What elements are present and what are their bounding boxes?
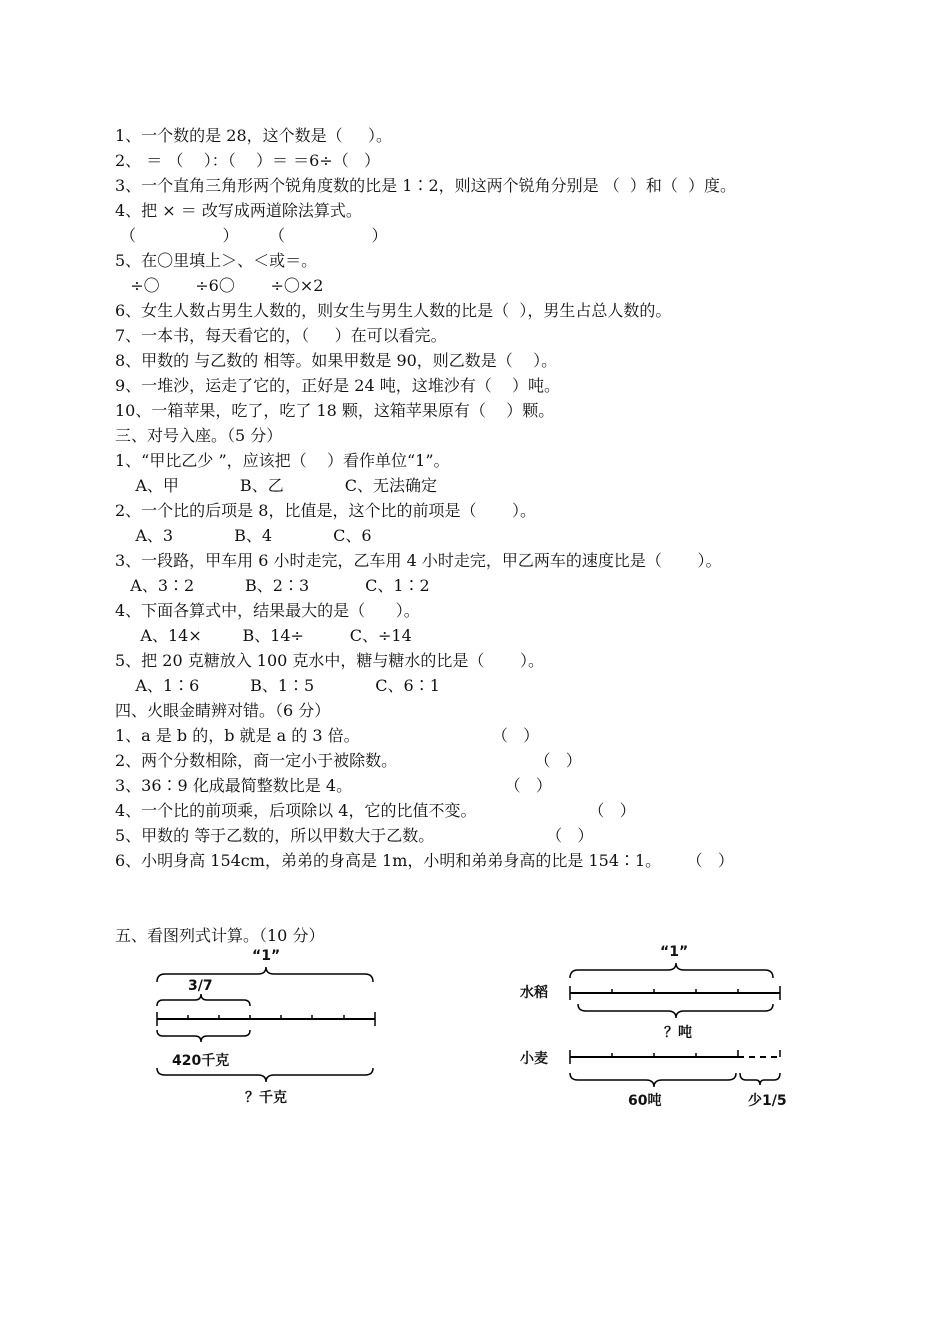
section-4-heading: 四、火眼金睛辨对错。（6 分） bbox=[115, 701, 331, 720]
section-5-heading: 五、看图列式计算。（10 分） bbox=[115, 926, 325, 945]
question-2-6: 6、女生人数占男生人数的，则女生与男生人数的比是（ ），男生占总人数的。 bbox=[115, 301, 672, 320]
fig2-wheat-brace bbox=[570, 1073, 736, 1087]
question-3-3-options: A、3∶2 B、2∶3 C、1∶2 bbox=[115, 576, 430, 595]
fig2-wheat-less: 少1/5 bbox=[748, 1093, 787, 1109]
fig2-rice-question: ？吨 bbox=[664, 1025, 692, 1041]
question-2-8: 8、甲数的 与乙数的 相等。如果甲数是 90，则乙数是（ ）。 bbox=[115, 351, 558, 370]
fig2-unit-brace bbox=[570, 963, 773, 978]
question-4-6: 6、小明身高 154cm，弟弟的身高是 1m，小明和弟弟身高的比是 154∶1。 （ ） bbox=[115, 851, 734, 870]
question-4-5: 5、甲数的 等于乙数的，所以甲数大于乙数。 （ ） bbox=[115, 826, 594, 845]
fig2-wheat-label: 小麦 bbox=[520, 1051, 548, 1067]
fig2-rice-label: 水稻 bbox=[520, 985, 548, 1001]
fig2-wheat-amount: 60吨 bbox=[628, 1093, 662, 1109]
question-3-1-options: A、甲 B、乙 C、无法确定 bbox=[115, 476, 437, 495]
question-2-10: 10、一箱苹果，吃了，吃了 18 颗，这箱苹果原有（ ）颗。 bbox=[115, 401, 555, 420]
question-2-4: 4、把 × ＝ 改写成两道除法算式。 bbox=[115, 201, 362, 220]
question-3-3: 3、一段路，甲车用 6 小时走完，乙车用 4 小时走完，甲乙两车的速度比是（ ）。 bbox=[115, 551, 722, 570]
question-2-2: 2、 ＝ （ ）：（ ）＝ ＝6÷（ ） bbox=[115, 151, 380, 170]
question-4-1: 1、a 是 b 的，b 就是 a 的 3 倍。 （ ） bbox=[115, 726, 540, 745]
question-3-2: 2、一个比的后项是 8，比值是，这个比的前项是（ ）。 bbox=[115, 501, 537, 520]
question-4-3: 3、36∶9 化成最简整数比是 4。 （ ） bbox=[115, 776, 552, 795]
fig1-question-label: ？千克 bbox=[245, 1090, 287, 1106]
question-4-4: 4、一个比的前项乘，后项除以 4，它的比值不变。 （ ） bbox=[115, 801, 636, 820]
question-2-5-items: ÷〇 ÷6〇 ÷〇×2 bbox=[115, 276, 324, 295]
question-2-1: 1、一个数的是 28，这个数是（ ）。 bbox=[115, 126, 393, 145]
fig1-fraction-label: 3/7 bbox=[188, 978, 213, 994]
fig1-amount-label: 420千克 bbox=[172, 1053, 230, 1069]
question-3-1: 1、“甲比乙少 ”，应该把（ ）看作单位“1”。 bbox=[115, 451, 450, 470]
fig2-rice-brace bbox=[578, 1004, 773, 1018]
section-3-heading: 三、对号入座。（5 分） bbox=[115, 426, 283, 445]
question-2-9: 9、一堆沙，运走了它的，正好是 24 吨，这堆沙有（ ）吨。 bbox=[115, 376, 561, 395]
question-3-4-options: A、14× B、14÷ C、÷14 bbox=[115, 626, 412, 645]
question-2-7: 7、一本书，每天看它的，（ ）在可以看完。 bbox=[115, 326, 447, 345]
fig2-less-brace bbox=[740, 1073, 780, 1085]
question-3-5-options: A、1∶6 B、1∶5 C、6∶1 bbox=[115, 676, 440, 695]
question-3-4: 4、下面各算式中，结果最大的是（ ）。 bbox=[115, 601, 420, 620]
question-2-4-blanks: （ ） （ ） bbox=[120, 226, 388, 245]
question-3-2-options: A、3 B、4 C、6 bbox=[115, 526, 372, 545]
question-3-5: 5、把 20 克糖放入 100 克水中，糖与糖水的比是（ ）。 bbox=[115, 651, 545, 670]
question-4-2: 2、两个分数相除，商一定小于被除数。 （ ） bbox=[115, 751, 582, 770]
question-2-5: 5、在〇里填上＞、＜或＝。 bbox=[115, 251, 318, 270]
fig1-unit-label: “1” bbox=[252, 948, 281, 964]
question-2-3: 3、一个直角三角形两个锐角度数的比是 1∶2，则这两个锐角分别是 （ ）和（ ）度。 bbox=[115, 176, 737, 195]
fig2-unit-label: “1” bbox=[660, 944, 689, 960]
